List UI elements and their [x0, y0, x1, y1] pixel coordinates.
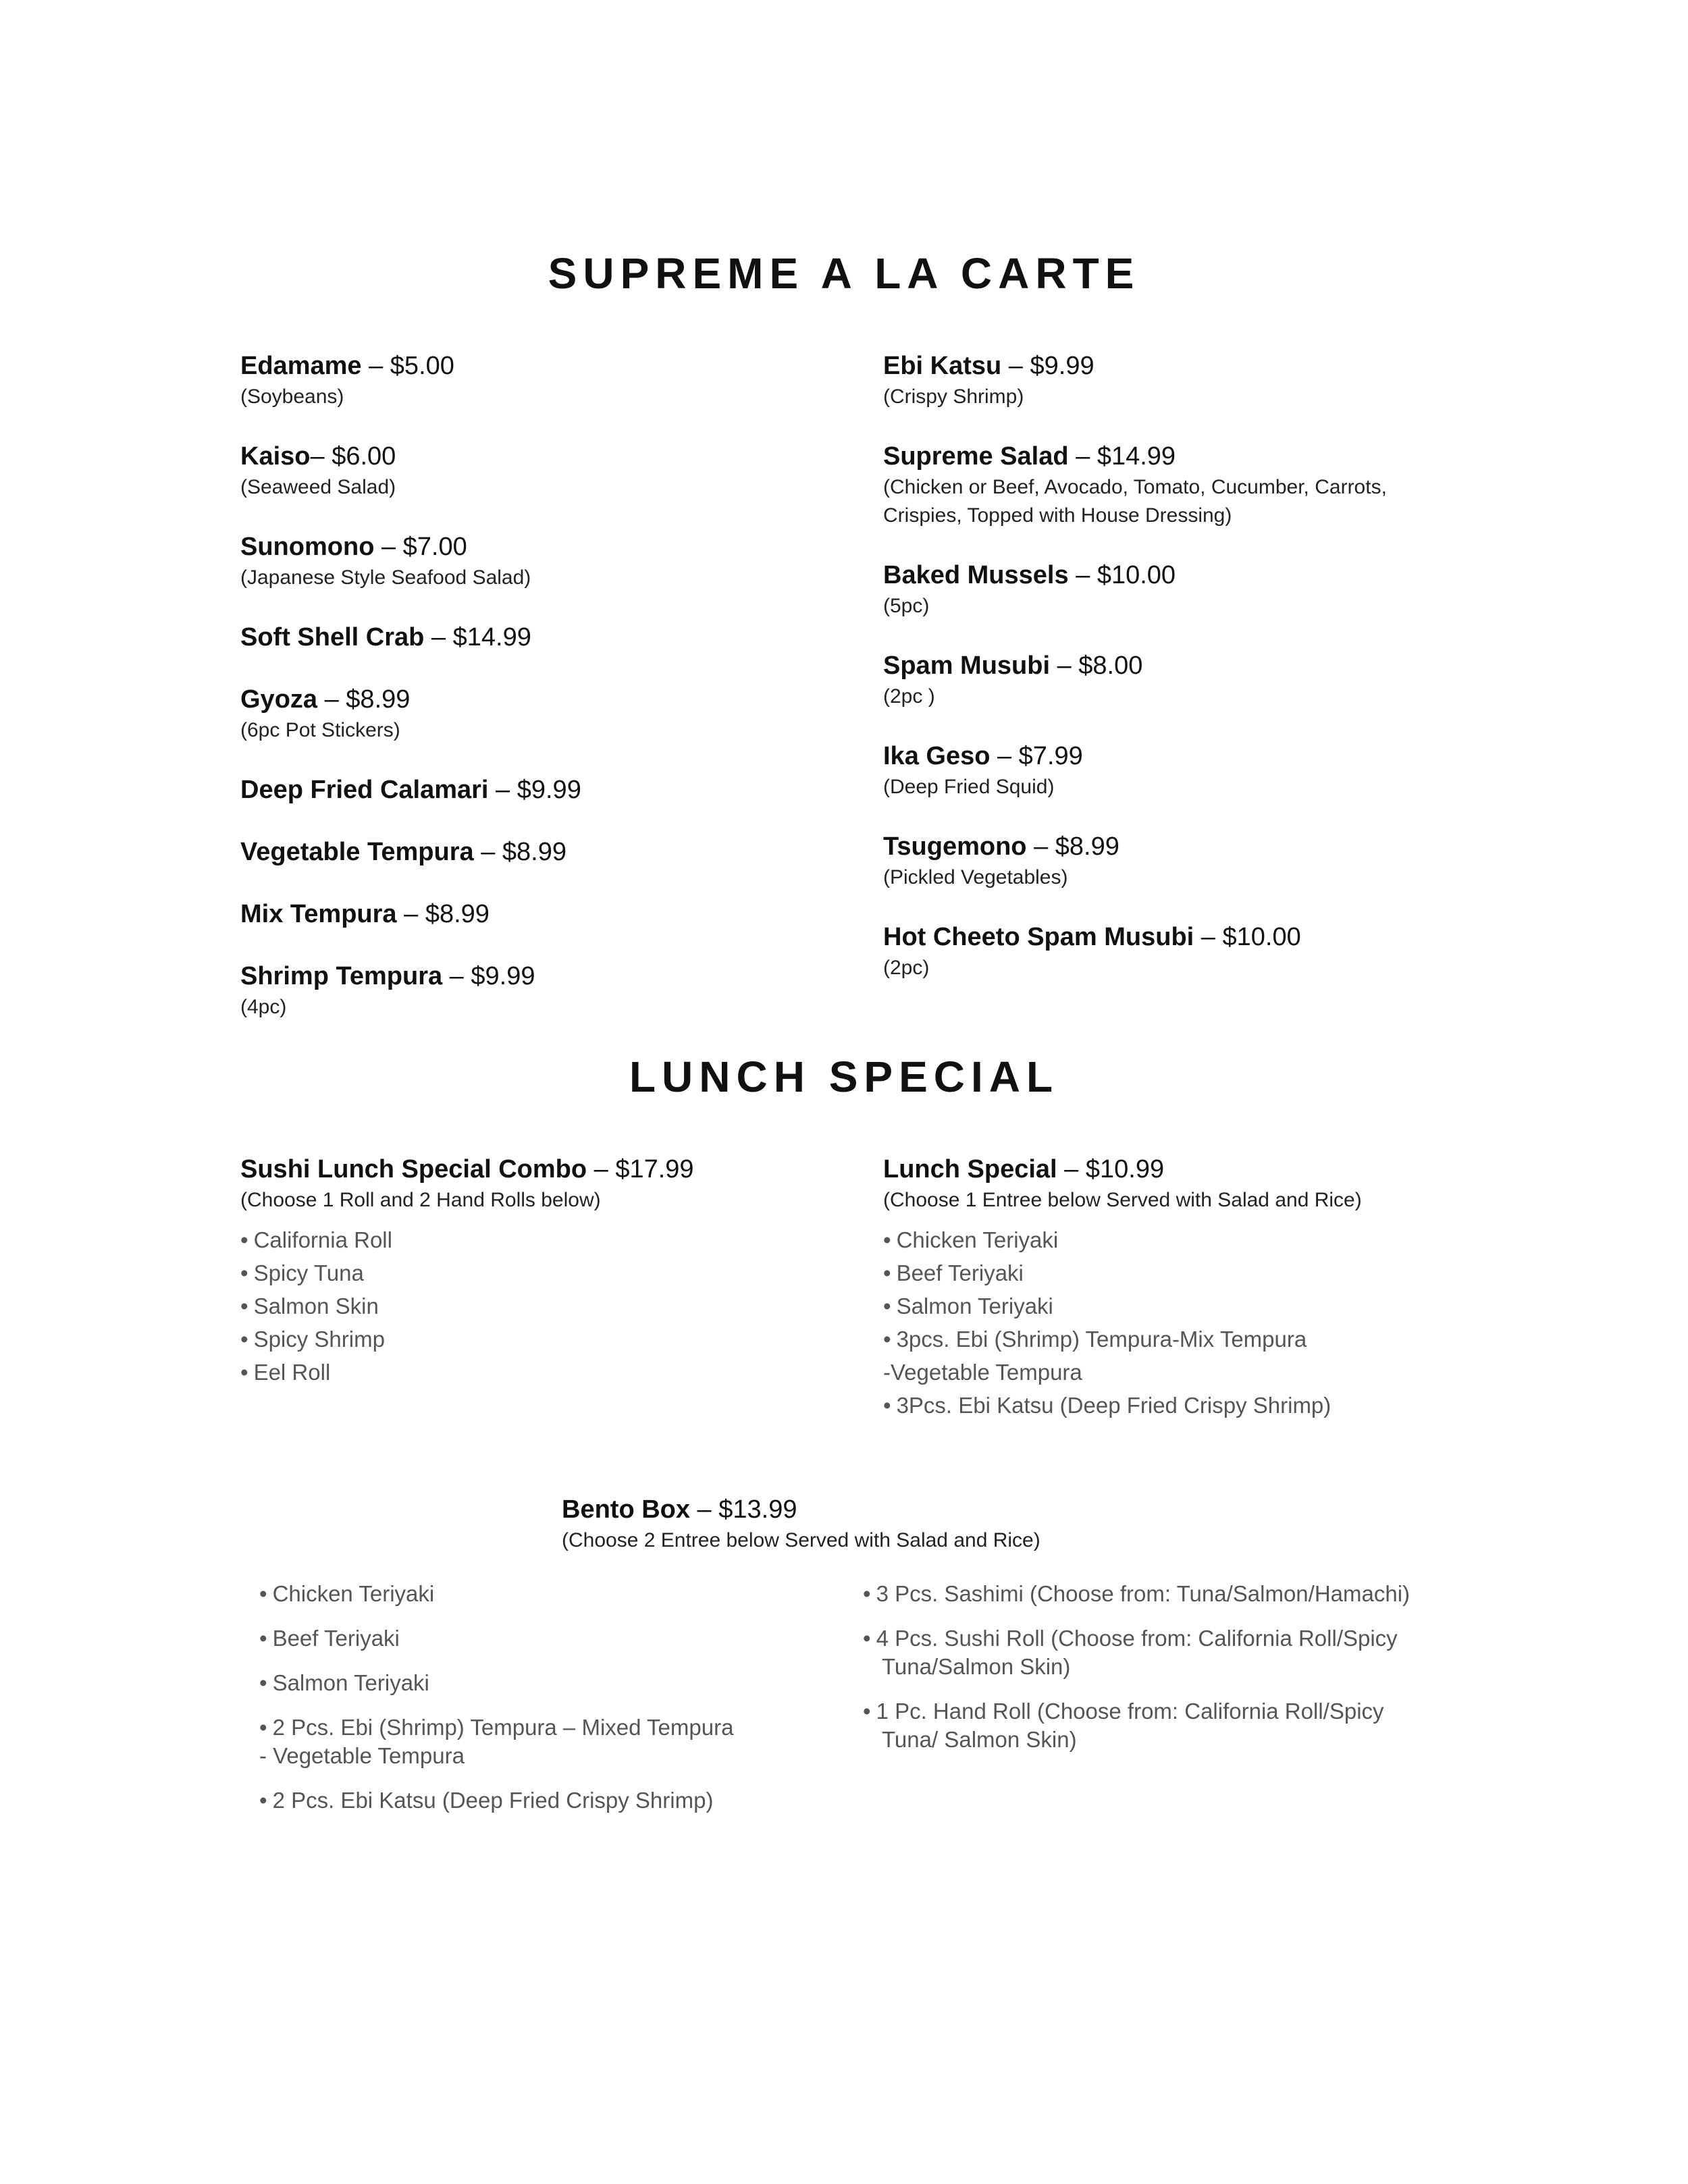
- option-text-continued: Tuna/ Salmon Skin): [882, 1727, 1077, 1752]
- option-item: [883, 1323, 1558, 1356]
- bullet-icon: •: [259, 1788, 267, 1813]
- supreme-right-column: [883, 350, 1558, 1011]
- menu-item: [240, 836, 848, 868]
- menu-item: [883, 740, 1558, 801]
- item-price: $6.00: [332, 442, 396, 471]
- item-heading: [240, 683, 848, 716]
- bullet-icon: •: [240, 1260, 248, 1285]
- item-heading: [240, 898, 848, 930]
- item-heading: [240, 440, 848, 473]
- item-name: Bento Box: [562, 1495, 690, 1524]
- supreme-a-la-carte-title: SUPREME A LA CARTE: [548, 249, 1140, 298]
- item-heading: [240, 350, 848, 382]
- item-separator: –: [1057, 1155, 1086, 1183]
- option-text: 1 Pc. Hand Roll (Choose from: California Roll/Spicy: [876, 1699, 1384, 1724]
- item-name: Deep Fried Calamari: [240, 776, 489, 804]
- option-text: Chicken Teriyaki: [272, 1581, 435, 1606]
- item-separator: –: [442, 962, 471, 990]
- item-name: Edamame: [240, 352, 362, 380]
- item-name: Lunch Special: [883, 1155, 1057, 1183]
- item-heading: [883, 1153, 1558, 1186]
- item-separator: –: [396, 900, 425, 928]
- option-item: [883, 1289, 1558, 1323]
- item-description: (Seaweed Salad): [240, 476, 396, 498]
- bento-right-options: [863, 1580, 1538, 1770]
- item-name: Supreme Salad: [883, 442, 1069, 471]
- item-description: (Crispy Shrimp): [883, 385, 1024, 408]
- item-separator: –: [1050, 651, 1079, 680]
- option-text: Eel Roll: [253, 1360, 331, 1385]
- option-item: [240, 1256, 848, 1289]
- bullet-icon: •: [863, 1699, 871, 1724]
- item-description: (4pc): [240, 996, 287, 1018]
- item-separator: –: [1068, 442, 1097, 471]
- bullet-icon: •: [240, 1360, 248, 1385]
- item-separator: –: [488, 776, 517, 804]
- item-price: $8.99: [346, 685, 411, 714]
- menu-item: [240, 531, 848, 591]
- menu-item: [240, 960, 848, 1021]
- sushi-lunch-combo: [240, 1153, 848, 1389]
- option-item: [259, 1669, 867, 1697]
- item-description: (Choose 1 Roll and 2 Hand Rolls below): [240, 1189, 601, 1211]
- item-separator: –: [310, 442, 332, 471]
- item-price: $8.00: [1078, 651, 1143, 680]
- bento-left-list: [259, 1580, 867, 1815]
- item-name: Gyoza: [240, 685, 318, 714]
- option-item: [863, 1697, 1538, 1754]
- bullet-icon: •: [883, 1294, 891, 1319]
- option-item: [883, 1256, 1558, 1289]
- lunch-special-title: LUNCH SPECIAL: [629, 1053, 1059, 1101]
- item-heading: [240, 1153, 848, 1186]
- item-heading: [240, 531, 848, 563]
- menu-item: [240, 350, 848, 410]
- item-description: (2pc ): [883, 685, 935, 708]
- item-separator: –: [1026, 832, 1055, 861]
- item-price: $10.99: [1085, 1155, 1165, 1183]
- menu-item: [240, 621, 848, 654]
- item-description: (Choose 2 Entree below Served with Salad and Rice): [562, 1529, 1040, 1551]
- bullet-icon: •: [883, 1327, 891, 1352]
- item-heading: [883, 559, 1558, 591]
- item-price: $10.00: [1222, 923, 1301, 951]
- bullet-icon: •: [259, 1715, 267, 1740]
- bullet-icon: •: [863, 1581, 871, 1606]
- menu-item: [240, 440, 848, 501]
- bento-right-list: [863, 1580, 1538, 1754]
- menu-item: [240, 898, 848, 930]
- item-description: Crispies, Topped with House Dressing): [883, 504, 1232, 527]
- item-separator: –: [1068, 561, 1097, 589]
- item-name: Mix Tempura: [240, 900, 397, 928]
- item-separator: –: [317, 685, 346, 714]
- supreme-left-column: [240, 350, 848, 1050]
- option-item: [259, 1624, 867, 1653]
- item-heading: [240, 774, 848, 806]
- item-price: $9.99: [471, 962, 535, 990]
- option-text: Salmon Teriyaki: [272, 1670, 429, 1695]
- item-separator: –: [361, 352, 390, 380]
- item-name: Sushi Lunch Special Combo: [240, 1155, 587, 1183]
- option-text: 4 Pcs. Sushi Roll (Choose from: California Roll/Spicy: [876, 1626, 1398, 1651]
- option-continuation: -Vegetable Tempura: [883, 1360, 1082, 1385]
- item-heading: [240, 621, 848, 654]
- bullet-icon: •: [863, 1626, 871, 1651]
- item-name: Shrimp Tempura: [240, 962, 443, 990]
- option-item: [259, 1580, 867, 1608]
- item-name: Spam Musubi: [883, 651, 1051, 680]
- option-item: [259, 1713, 867, 1770]
- item-separator: –: [690, 1495, 719, 1524]
- bullet-icon: •: [240, 1294, 248, 1319]
- item-heading: [883, 921, 1558, 953]
- sushi-combo-options: [240, 1223, 848, 1389]
- item-name: Tsugemono: [883, 832, 1027, 861]
- option-text: Beef Teriyaki: [272, 1626, 400, 1651]
- option-item: [883, 1389, 1558, 1422]
- option-text-continued: Tuna/Salmon Skin): [882, 1654, 1071, 1679]
- item-description: (Japanese Style Seafood Salad): [240, 566, 531, 589]
- menu-item: [883, 830, 1558, 891]
- option-item: [240, 1356, 848, 1389]
- option-item: [259, 1786, 867, 1815]
- option-text: Salmon Skin: [253, 1294, 379, 1319]
- bullet-icon: •: [240, 1327, 248, 1352]
- item-separator: –: [424, 623, 453, 651]
- option-text: Spicy Shrimp: [253, 1327, 385, 1352]
- lunch-special: [883, 1153, 1558, 1422]
- item-price: $5.00: [390, 352, 454, 380]
- option-text: Spicy Tuna: [253, 1260, 364, 1285]
- item-description: (2pc): [883, 957, 930, 979]
- item-price: $14.99: [1097, 442, 1176, 471]
- option-text: 2 Pcs. Ebi (Shrimp) Tempura – Mixed Tempura: [272, 1715, 734, 1740]
- item-price: $9.99: [1030, 352, 1094, 380]
- option-text: Chicken Teriyaki: [896, 1227, 1059, 1252]
- item-price: $14.99: [452, 623, 531, 651]
- lunch-special-options: [883, 1223, 1558, 1422]
- item-price: $13.99: [718, 1495, 797, 1524]
- option-text: Beef Teriyaki: [896, 1260, 1024, 1285]
- item-heading: [883, 740, 1558, 772]
- item-description: (Deep Fried Squid): [883, 776, 1055, 798]
- item-description: (6pc Pot Stickers): [240, 719, 400, 741]
- option-text-continued: - Vegetable Tempura: [259, 1743, 465, 1768]
- item-separator: –: [374, 533, 403, 561]
- option-item: [863, 1580, 1538, 1608]
- item-description: (5pc): [883, 595, 930, 617]
- item-name: Sunomono: [240, 533, 375, 561]
- item-name: Ebi Katsu: [883, 352, 1002, 380]
- item-name: Ika Geso: [883, 742, 991, 770]
- item-heading: [883, 649, 1558, 682]
- item-separator: –: [587, 1155, 616, 1183]
- item-heading: [240, 836, 848, 868]
- menu-item: [883, 440, 1558, 529]
- bullet-icon: •: [883, 1393, 891, 1418]
- menu-item: [240, 683, 848, 744]
- bento-box-heading: [562, 1493, 1372, 1554]
- bullet-icon: •: [883, 1260, 891, 1285]
- option-item: [240, 1223, 848, 1256]
- item-separator: –: [990, 742, 1019, 770]
- item-price: $8.99: [425, 900, 490, 928]
- bullet-icon: •: [259, 1670, 267, 1695]
- item-name: Soft Shell Crab: [240, 623, 425, 651]
- item-separator: –: [1194, 923, 1223, 951]
- option-text: 3pcs. Ebi (Shrimp) Tempura-Mix Tempura: [896, 1327, 1307, 1352]
- item-price: $7.99: [1018, 742, 1083, 770]
- option-text: California Roll: [253, 1227, 392, 1252]
- option-text: 3 Pcs. Sashimi (Choose from: Tuna/Salmon/Hamachi): [876, 1581, 1410, 1606]
- item-heading: [883, 440, 1558, 473]
- option-item: [240, 1323, 848, 1356]
- bento-left-options: [259, 1580, 867, 1831]
- item-name: Vegetable Tempura: [240, 838, 474, 866]
- menu-item: [883, 921, 1558, 982]
- option-text: Salmon Teriyaki: [896, 1294, 1053, 1319]
- item-heading: [883, 830, 1558, 863]
- menu-item: [883, 649, 1558, 710]
- item-name: Kaiso: [240, 442, 311, 471]
- menu-item: [883, 559, 1558, 620]
- item-price: $9.99: [517, 776, 581, 804]
- menu-item: [883, 350, 1558, 410]
- item-separator: –: [473, 838, 502, 866]
- item-price: $17.99: [615, 1155, 694, 1183]
- item-separator: –: [1001, 352, 1030, 380]
- option-item: [883, 1223, 1558, 1256]
- item-description: (Chicken or Beef, Avocado, Tomato, Cucumber, Carrots,: [883, 476, 1387, 498]
- bullet-icon: •: [883, 1227, 891, 1252]
- item-heading: [240, 960, 848, 992]
- option-item: [863, 1624, 1538, 1681]
- option-text: 2 Pcs. Ebi Katsu (Deep Fried Crispy Shrimp): [272, 1788, 714, 1813]
- item-price: $8.99: [502, 838, 566, 866]
- item-name: Hot Cheeto Spam Musubi: [883, 923, 1194, 951]
- option-text: 3Pcs. Ebi Katsu (Deep Fried Crispy Shrimp): [896, 1393, 1331, 1418]
- menu-item: [240, 774, 848, 806]
- item-price: $10.00: [1097, 561, 1176, 589]
- item-heading: [562, 1493, 1372, 1526]
- bullet-icon: •: [259, 1626, 267, 1651]
- bullet-icon: •: [259, 1581, 267, 1606]
- item-description: (Choose 1 Entree below Served with Salad and Rice): [883, 1189, 1362, 1211]
- item-name: Baked Mussels: [883, 561, 1069, 589]
- item-price: $7.00: [402, 533, 467, 561]
- item-price: $8.99: [1055, 832, 1119, 861]
- bullet-icon: •: [240, 1227, 248, 1252]
- item-heading: [883, 350, 1558, 382]
- item-description: (Pickled Vegetables): [883, 866, 1068, 888]
- item-description: (Soybeans): [240, 385, 344, 408]
- option-item: [240, 1289, 848, 1323]
